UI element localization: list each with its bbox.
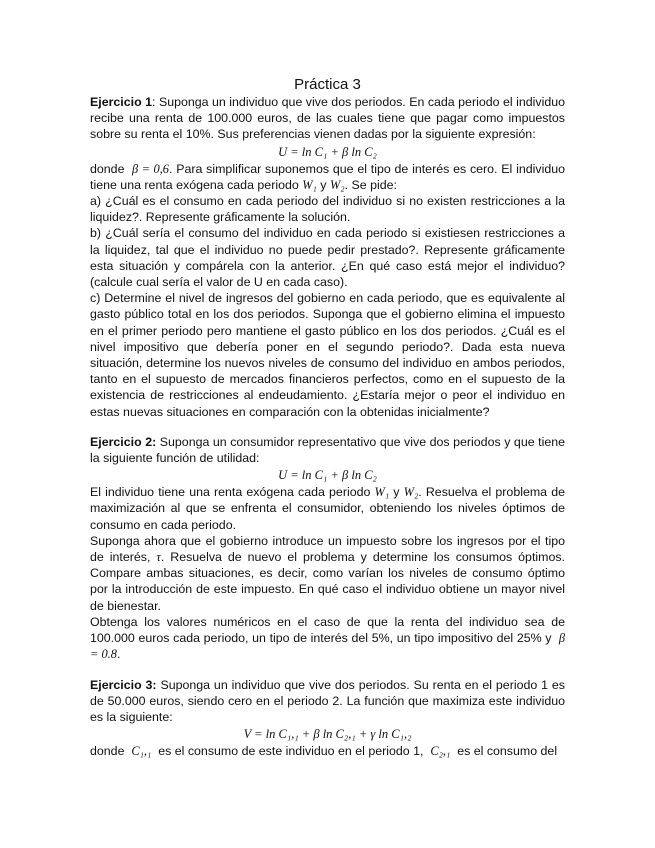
exercise-2-intro: Ejercicio 2: Suponga un consumidor representativo que vive dos periodos y que tiene la siguiente función de utilidad:	[90, 434, 565, 466]
exercise-1-question-a: a) ¿Cuál es el consumo en cada periodo del individuo si no existen restricciones a la liquidez?. Represente gráficamente la solución.	[90, 194, 565, 225]
exercise-3-paragraph-1: donde C₁,₁ es el consumo de este individuo en el periodo 1, C₂,₁ es el consumo del	[90, 744, 558, 759]
document-body	[90, 76, 565, 759]
exercise-1-heading: Ejercicio 1	[90, 95, 153, 109]
exercise-2-heading: Ejercicio 2:	[90, 434, 157, 449]
exercise-2-paragraph-3: Obtenga los valores numéricos en el caso de que la renta del individuo sea de 100.000 euros cada periodo, un tipo de interés del 5%, un tipo impositivo del 25% y β = 0.8.	[90, 614, 565, 662]
exercise-3-utility-equation: V = ln C₁,₁ + β ln C₂,₁ + γ ln C₁,₂	[243, 727, 412, 742]
exercise-1	[90, 94, 565, 420]
exercise-1-question-c: c) Determine el nivel de ingresos del gobierno en cada periodo, que es equivalente al gasto público total en los dos periodos. Suponga que el gobierno elimina el impuesto en el primer periodo pero mantiene el gasto público en los dos periodos. ¿Cuál es el nivel impositivo que debería poner en el segundo periodo?. Dada esta nueva situación, determine los nuevos niveles de consumo del individuo en ambos periodos, tanto en el supuesto de mercados financieros perfectos, como en el supuesto de la existencia de restricciones al endeudamiento. ¿Estaría mejor o peor el individuo en estas nuevas situaciones en comparación con la obtenidas inicialmente?	[90, 291, 565, 419]
beta-value: β = 0,6	[132, 161, 169, 176]
exercise-1-utility-equation: U = ln C₁ + β ln C₂	[278, 144, 377, 159]
exercise-2	[90, 434, 565, 663]
exercise-3-intro: Ejercicio 3: Suponga un individuo que vive dos periodos. Su renta en el periodo 1 es de 50.000 euros, siendo cero en el periodo 2. La función que maximiza este individuo es la siguiente:	[90, 677, 565, 724]
exercise-1-parameters: donde β = 0,6. Para simplificar suponemos que el tipo de interés es cero. El individuo tiene una renta exógena cada periodo W₁ y W₂. Se pide:	[90, 161, 566, 192]
exercise-2-paragraph-2: Suponga ahora que el gobierno introduce un impuesto sobre los ingresos por el tipo de interés, τ. Resuelva de nuevo el problema y determine los consumos óptimos. Compare ambas situaciones, es decir, como varían los niveles de consumo óptimo por la introducción de este impuesto. En qué caso el individuo obtiene un mayor nivel de bienestar.	[90, 533, 565, 613]
exercise-2-utility-equation: U = ln C₁ + β ln C₂	[278, 468, 377, 483]
exercise-3-heading: Ejercicio 3:	[90, 677, 157, 692]
exercise-2-paragraph-1: El individuo tiene una renta exógena cada periodo W₁ y W₂. Resuelva el problema de maximización al que se enfrenta el consumidor, obteniendo los niveles óptimos de consumo en cada periodo.	[90, 485, 565, 532]
exercise-1-question-b: b) ¿Cuál sería el consumo del individuo en cada periodo si existiesen restricciones a la liquidez, tal que el individuo no puede pedir prestado?. Represente gráficamente esta situación y compárela con la anterior. ¿En qué caso está mejor el individuo? (calcule cual sería el valor de U en cada caso).	[90, 226, 565, 290]
exercise-3	[90, 677, 565, 760]
exercise-1-intro: Ejercicio 1: Suponga un individuo que vive dos periodos. En cada periodo el individuo recibe una renta de 100.000 euros, de las cuales tiene que pagar como impuestos sobre su renta el 10%. Sus preferencias vienen dadas por la siguiente expresión:	[90, 95, 566, 142]
page-title: Práctica 3	[294, 76, 361, 93]
